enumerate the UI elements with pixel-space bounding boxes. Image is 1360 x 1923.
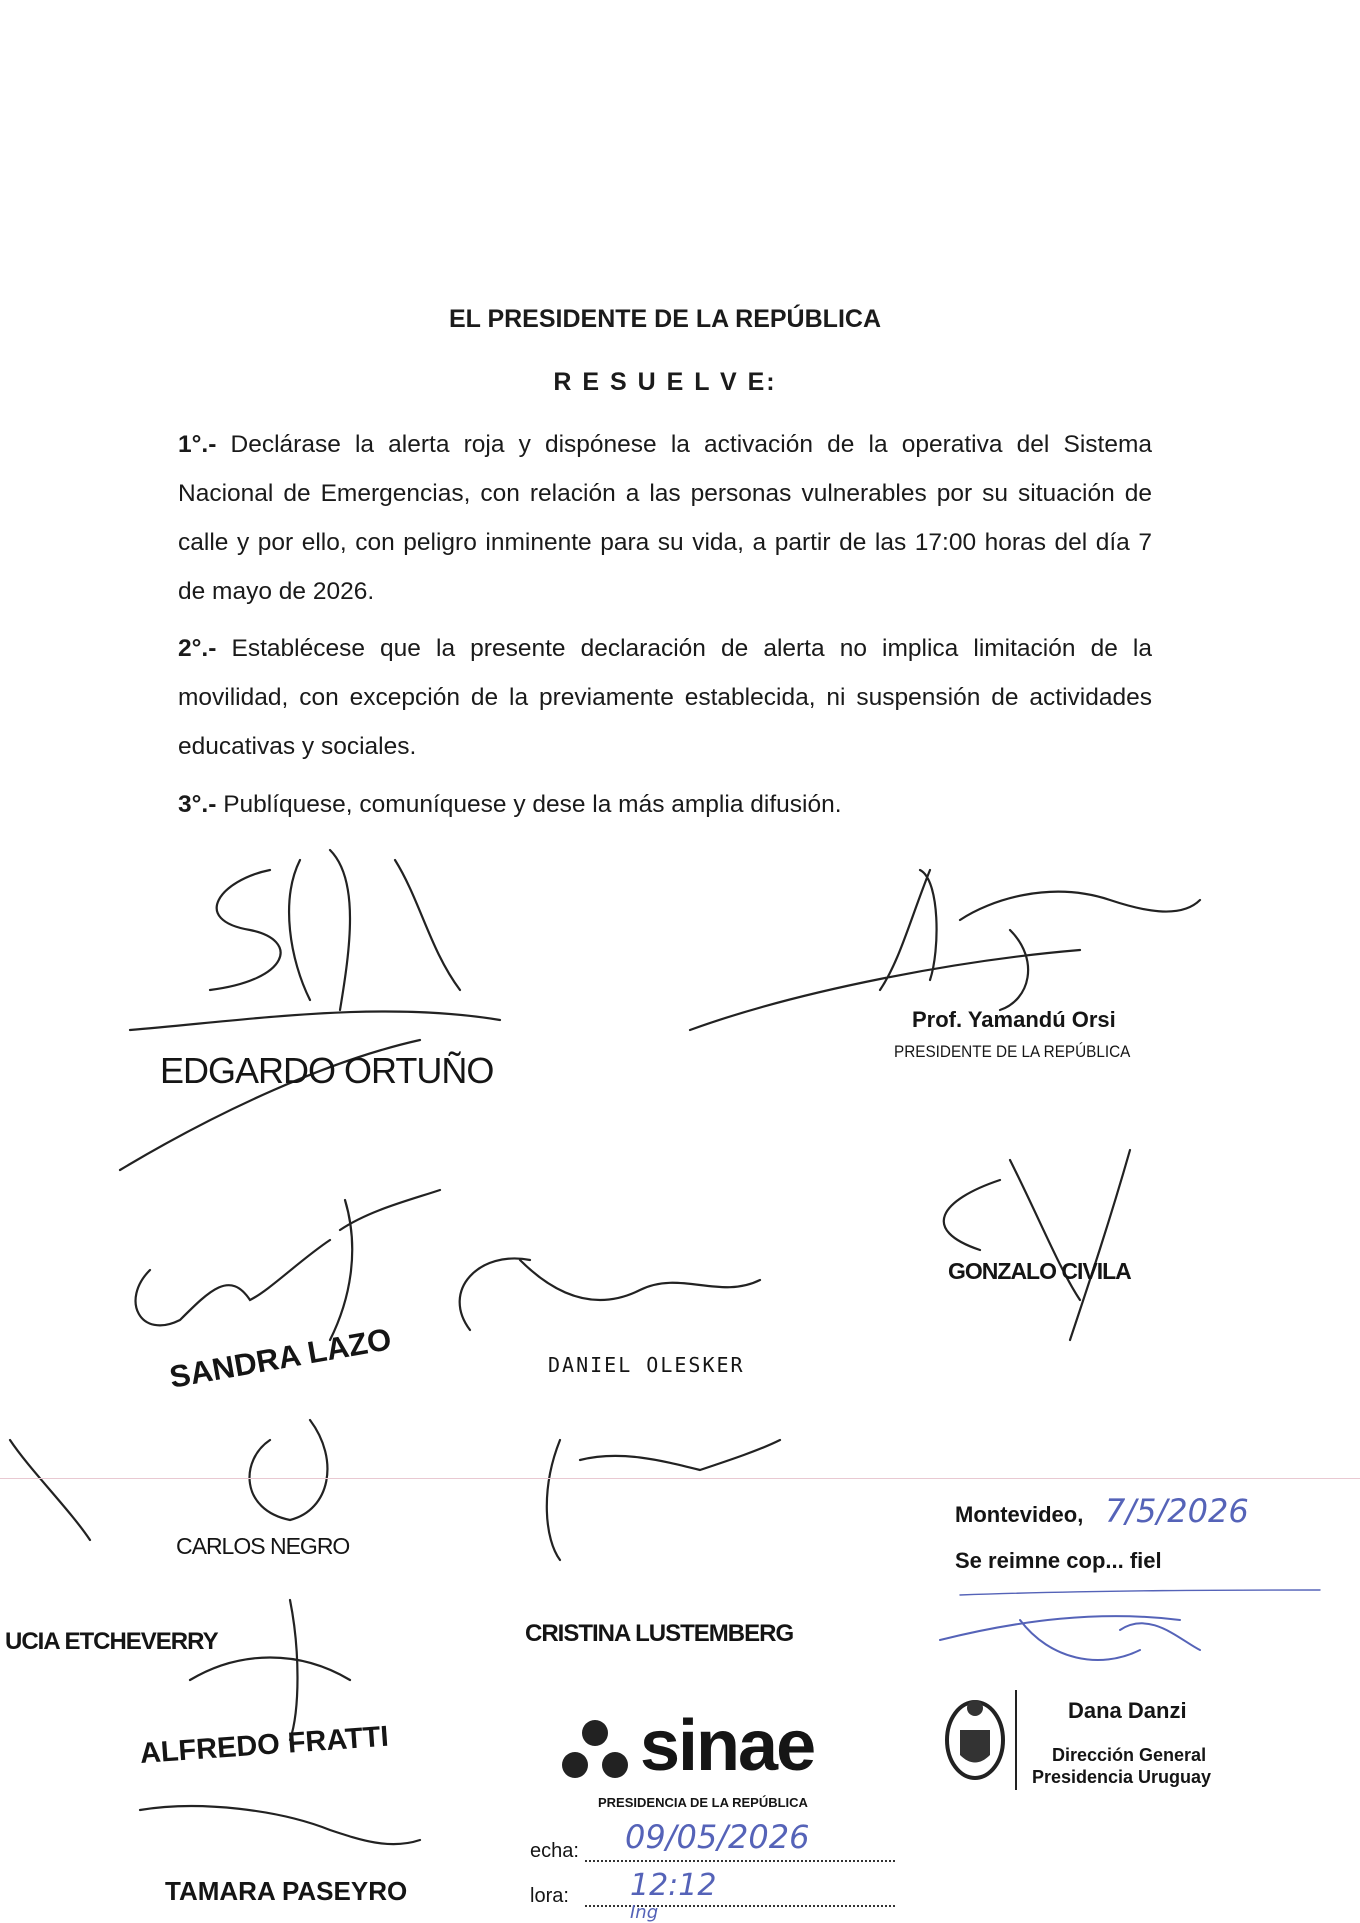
signatory-paseyro: TAMARA PASEYRO <box>165 1876 408 1906</box>
signatory-olesker: DANIEL OLESKER <box>548 1353 745 1377</box>
certification-place: Montevideo, <box>955 1502 1084 1527</box>
signatory-lustemberg: CRISTINA LUSTEMBERG <box>525 1620 794 1647</box>
article-text: Establécese que la presente declaración de alerta no implica limitación de la movilidad, con excepción de la previamente establecida, ni suspensión de actividades educativas y sociales. <box>178 635 1152 760</box>
coat-of-arms-icon <box>940 1690 1010 1790</box>
certification-date: 7/5/2026 <box>1105 1492 1249 1530</box>
signatory-etcheverry: UCIA ETCHEVERRY <box>5 1628 218 1655</box>
article-text: Declárase la alerta roja y dispónese la activación de la operativa del Sistema Nacional de Emergencias, con relación a las personas vulnerables por su situación de calle y por ello, con peligro inminente para su vida, a partir de las 17:00 horas del día 7 de mayo de 2026. <box>178 431 1152 605</box>
stamp-fecha-line <box>585 1860 895 1862</box>
article-number: 2°.- <box>178 635 217 662</box>
page-divider <box>0 1478 1360 1479</box>
document-heading: EL PRESIDENTE DE LA REPÚBLICA <box>449 305 881 333</box>
sinae-logo: sinae <box>640 1706 815 1786</box>
article-number: 1°.- <box>178 431 217 458</box>
certification-office-1: Dirección General <box>1052 1745 1207 1765</box>
certification-divider <box>1015 1690 1017 1790</box>
signatory-orsi-name: Prof. Yamandú Orsi <box>912 1007 1116 1032</box>
certification-office-2: Presidencia Uruguay <box>1032 1767 1212 1787</box>
signatory-orsi-title: PRESIDENTE DE LA REPÚBLICA <box>894 1042 1131 1061</box>
certification-copy-label: Se reimne cop... fiel <box>955 1548 1162 1573</box>
signatory-fratti: ALFREDO FRATTI <box>138 1720 390 1770</box>
document-subheading: R E S U E L V E: <box>553 368 777 396</box>
stamp-fecha-label: echa: <box>530 1840 579 1862</box>
signatory-ortuno: EDGARDO ORTUÑO <box>160 1050 494 1091</box>
signatory-negro: CARLOS NEGRO <box>176 1533 350 1559</box>
stamp-hora-value: 12:12 <box>630 1868 717 1903</box>
sinae-logo-icon <box>555 1715 635 1785</box>
stamp-bottom-value: Ing <box>630 1902 659 1923</box>
stamp-hora-label: lora: <box>530 1885 569 1907</box>
article-number: 3°.- <box>178 791 217 818</box>
stamp-fecha-value: 09/05/2026 <box>625 1818 810 1856</box>
sinae-subtitle: PRESIDENCIA DE LA REPÚBLICA <box>598 1795 808 1810</box>
article-text: Publíquese, comuníquese y dese la más amplia difusión. <box>223 791 842 818</box>
certification-signer: Dana Danzi <box>1068 1698 1187 1723</box>
signatory-lazo: SANDRA LAZO <box>166 1321 394 1395</box>
signatory-civila: GONZALO CIVILA <box>948 1258 1131 1284</box>
